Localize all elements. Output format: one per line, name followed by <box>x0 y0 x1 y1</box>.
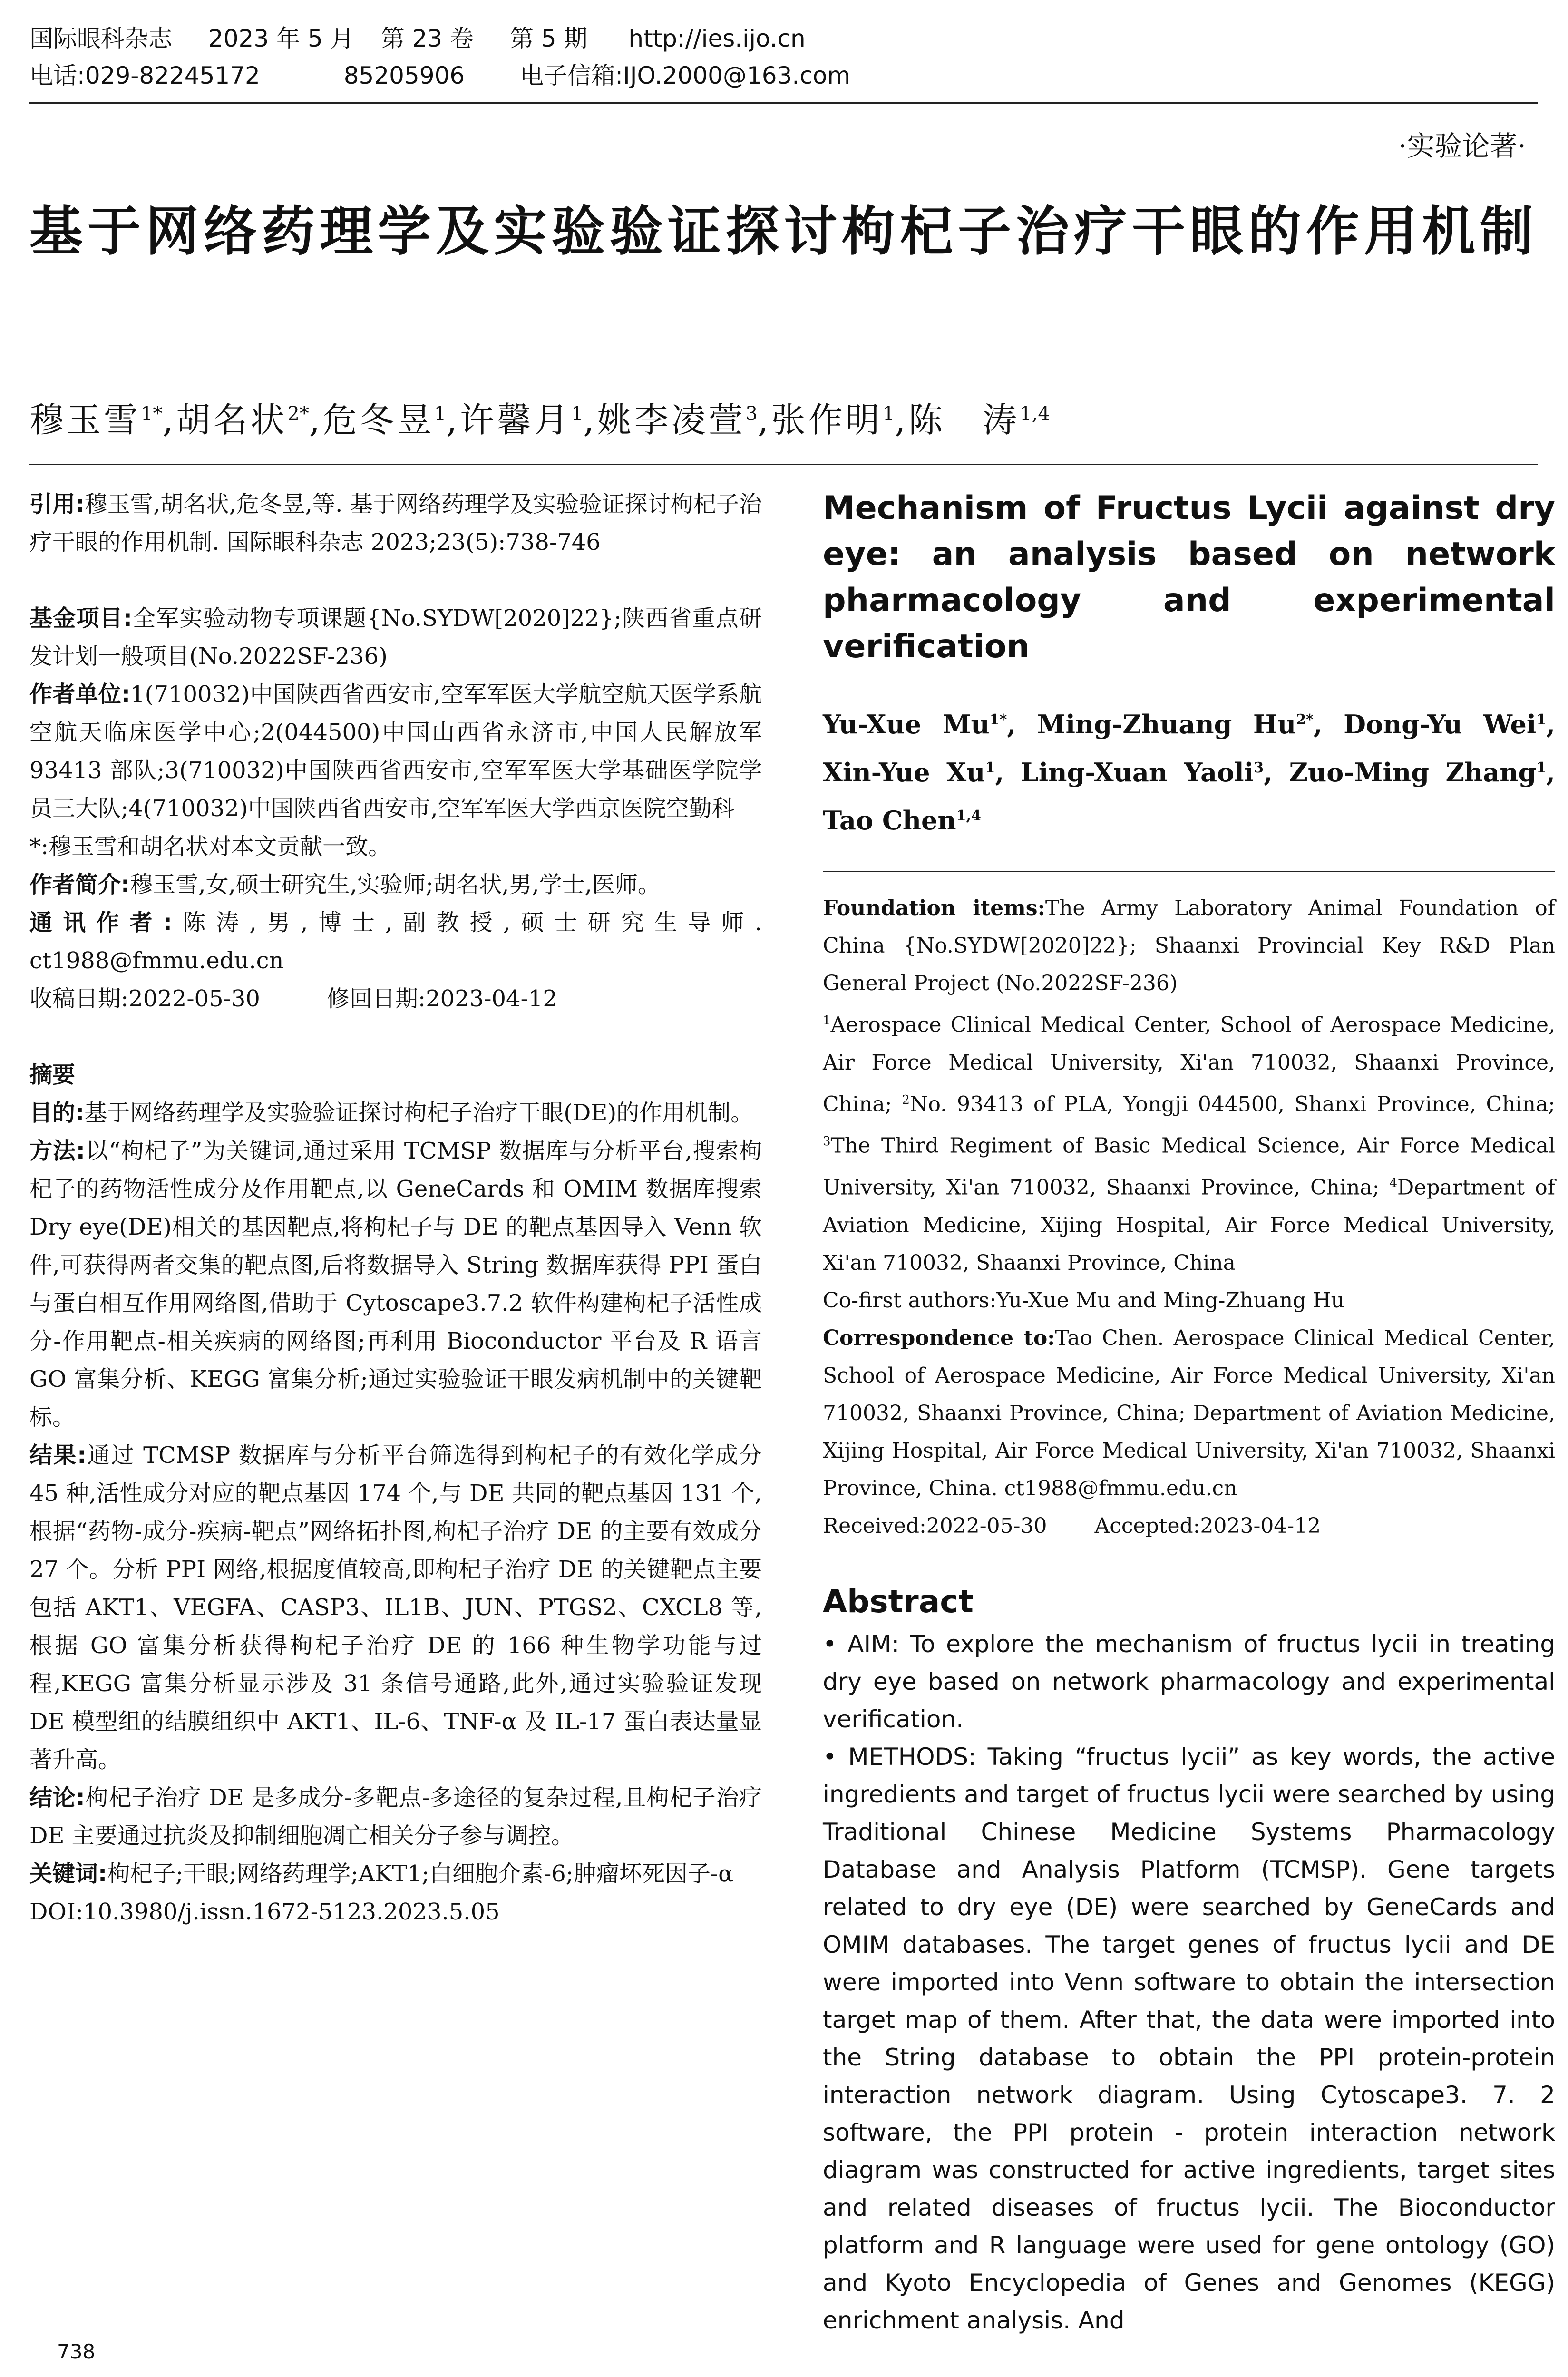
abstract-heading-zh: 摘要 <box>29 1062 76 1088</box>
journal-name: 国际眼科杂志 <box>29 25 172 52</box>
keywords-zh <box>29 1855 762 1893</box>
section-tag: ·实验论著· <box>1398 130 1526 162</box>
author-list-zh: 穆玉雪$^{1*}$,胡名状$^{2*}$,危冬昱$^1$,许馨月$^1$,姚李凌萱$^3$,张作明$^1$,陈 涛$^{1,4}$ <box>29 400 1050 440</box>
corresponding-label: 通讯作者: <box>29 909 172 936</box>
affiliations-label: 作者单位: <box>29 681 131 708</box>
affiliation-4: Department of Aviation Medicine, Xijing Hospital, Air Force Medical University, Xi'an 710032, Shaanxi Province, China <box>823 1175 1555 1275</box>
affiliations-en: $^1$Aerospace Clinical Medical Center, School of Aerospace Medicine, Air Force Medical University, Xi'an 710032, Shaanxi Province, China; $^2$No. 93413 of PLA, Yongji 044500, Shanxi Province, China; $^3$The Third Regiment of Basic Medical Science, Air Force Medical University, Xi'an 710032, Shaanxi Province, China; $^4$Department of Aviation Medicine, Xijing Hospital, Air Force Medical University, Xi'an 710032, Shaanxi Province, China <box>823 1013 1555 1275</box>
author-en-affil-mark: 2* <box>1296 711 1314 728</box>
correspondence-en <box>823 1319 1555 1507</box>
email[interactable]: 电子信箱:IJO.2000@163.com <box>520 62 851 89</box>
author-zh-affil-mark: 3 <box>745 403 758 425</box>
corresponding-text: 陈涛,男,博士,副教授,硕士研究生导师. ct1988@fmmu.edu.cn <box>29 909 762 974</box>
english-divider <box>823 871 1555 872</box>
author-en-affil-mark: 1* <box>989 711 1007 728</box>
dates-zh <box>29 980 762 1018</box>
phone: 电话:029-82245172 <box>29 62 260 89</box>
author-zh-7: 陈 涛 <box>908 400 1020 440</box>
objective-label: 目的: <box>29 1100 85 1126</box>
foundation-items <box>823 889 1555 1002</box>
author-zh-2: 胡名状 <box>176 400 288 440</box>
abstract-aim: • AIM: To explore the mechanism of fructus lycii in treating dry eye based on network pharmacology and experimental verification. <box>823 1630 1555 1733</box>
equal-contribution-note: *:穆玉雪和胡名状对本文贡献一致。 <box>29 833 391 860</box>
author-zh-affil-mark: 1 <box>571 403 584 425</box>
correspondence-label: Correspondence to: <box>823 1325 1055 1350</box>
author-en-7: Tao Chen <box>823 805 956 836</box>
title-divider <box>29 464 1538 465</box>
author-zh-affil-mark: 1 <box>882 403 895 425</box>
keywords-label: 关键词: <box>29 1861 107 1887</box>
objective-text: 基于网络药理学及实验验证探讨枸杞子治疗干眼(DE)的作用机制。 <box>84 1100 754 1126</box>
author-en-5: Ling-Xuan Yaoli <box>1020 757 1254 788</box>
objective <box>29 1094 762 1132</box>
corresponding-author <box>29 904 762 980</box>
author-zh-1: 穆玉雪 <box>29 400 141 440</box>
co-first-authors: Co-first authors:Yu-Xue Mu and Ming-Zhuang Hu <box>823 1288 1344 1313</box>
funding-text: 全军实验动物专项课题{No.SYDW[2020]22};陕西省重点研发计划一般项目(No.2022SF-236) <box>29 605 762 670</box>
article-title-en: Mechanism of Fructus Lycii against dry eye: an analysis based on network pharmacology and experimental verification <box>823 489 1555 665</box>
affiliations-text: 1(710032)中国陕西省西安市,空军军医大学航空航天医学系航空航天临床医学中心;2(044500)中国山西省永济市,中国人民解放军 93413 部队;3(710032)中国陕西省西安市,空军军医大学基础医学院学员三大队;4(710032)中国陕西省西安市,空军军医大学西京医院空勤科 <box>29 681 762 822</box>
foundation-text: The Army Laboratory Animal Foundation of China {No.SYDW[2020]22}; Shaanxi Provincial Key R&D Plan General Project (No.2022SF-236) <box>823 896 1555 995</box>
author-bio-label: 作者简介: <box>29 871 130 898</box>
journal-header-line-1 <box>29 24 806 53</box>
left-column <box>29 485 762 1931</box>
citation-text: 穆玉雪,胡名状,危冬昱,等. 基于网络药理学及实验验证探讨枸杞子治疗干眼的作用机制. 国际眼科杂志 2023;23(5):738-746 <box>29 491 762 555</box>
page-number: 738 <box>57 2340 96 2363</box>
volume: 第 23 卷 <box>380 25 474 52</box>
results-text: 通过 TCMSP 数据库与分析平台筛选得到枸杞子的有效化学成分 45 种,活性成分对应的靶点基因 174 个,与 DE 共同的靶点基因 131 个,根据“药物-成分-疾病-靶点”网络拓扑图,枸杞子治疗 DE 的主要有效成分 27 个。分析 PPI 网络,根据度值较高,即枸杞子治疗 DE 的关键靶点主要包括 AKT1、VEGFA、CASP3、IL1B、JUN、PTGS2、CXCL8 等,根据 GO 富集分析获得枸杞子治疗 DE 的 166 种生物学功能与过程,KEGG 富集分析显示涉及 31 条信号通路,此外,通过实验验证发现 DE 模型组的结膜组织中 AKT1、IL-6、TNF-α 及 IL-17 蛋白表达量显著升高。 <box>29 1442 762 1773</box>
correspondence-text: Tao Chen. Aerospace Clinical Medical Center, School of Aerospace Medicine, Air Force Medical University, Xi'an 710032, Shaanxi Province, China; Department of Aviation Medicine, Xijing Hospital, Air Force Medical University, Xi'an 710032, Shaanxi Province, China. ct1988@fmmu.edu.cn <box>823 1325 1555 1500</box>
author-zh-5: 姚李凌萱 <box>597 400 746 440</box>
article-title-zh: 基于网络药理学及实验验证探讨枸杞子治疗干眼的作用机制 <box>29 201 1538 263</box>
methods-zh <box>29 1132 762 1436</box>
author-zh-affil-mark: 2* <box>287 403 309 425</box>
header-divider <box>29 102 1538 104</box>
results-label: 结果: <box>29 1442 87 1469</box>
results-zh <box>29 1436 762 1779</box>
abstract-heading-en: Abstract <box>823 1583 974 1620</box>
issue-date: 2023 年 5 月 <box>208 25 354 52</box>
revised-date: 修回日期:2023-04-12 <box>326 985 557 1012</box>
author-bio <box>29 866 762 904</box>
accepted-en: Accepted:2023-04-12 <box>1094 1513 1321 1538</box>
journal-url[interactable]: http://ies.ijo.cn <box>628 25 806 52</box>
methods-text: 以“枸杞子”为关键词,通过采用 TCMSP 数据库与分析平台,搜索枸杞子的药物活性成分及作用靶点,以 GeneCards 和 OMIM 数据库搜索 Dry eye(DE)相关的基因靶点,将枸杞子与 DE 的靶点基因导入 Venn 软件,可获得两者交集的靶点图,后将数据导入 String 数据库获得 PPI 蛋白与蛋白相互作用网络图,借助于 Cytoscape3.7.2 软件构建枸杞子活性成分-作用靶点-相关疾病的网络图;再利用 Bioconductor 平台及 R 语言 GO 富集分析、KEGG 富集分析;通过实验验证干眼发病机制中的关键靶标。 <box>29 1138 762 1431</box>
methods-label: 方法: <box>29 1138 85 1164</box>
author-en-affil-mark: 1,4 <box>956 808 981 824</box>
author-list-en: Yu-Xue $Mu^{1*}$, Ming-Zhuang $Hu^{2*}$, Dong-Yu Wei$^1$, Xin-Yue Xu$^1$, Ling-Xuan Yaoli$^3$, Zuo-Ming Zhang$^1$, Tao Chen$^{1,4}$ <box>823 709 1556 836</box>
author-zh-6: 张作明 <box>771 400 883 440</box>
right-column <box>823 485 1555 2339</box>
author-en-affil-mark: 3 <box>1254 760 1264 776</box>
conclusion-label: 结论: <box>29 1784 85 1811</box>
author-en-affil-mark: 1 <box>1536 711 1547 728</box>
author-en-affil-mark: 1 <box>1536 760 1547 776</box>
conclusion-zh <box>29 1779 762 1855</box>
affiliation-1: Aerospace Clinical Medical Center, School of Aerospace Medicine, Air Force Medical University, Xi'an 710032, Shaanxi Province, China; <box>823 1013 1555 1117</box>
received-en: Received:2022-05-30 <box>823 1513 1047 1538</box>
author-en-4: Xin-Yue Xu <box>823 757 985 788</box>
phone-2: 85205906 <box>343 62 465 89</box>
citation-label: 引用: <box>29 491 85 517</box>
abstract-methods: • METHODS: Taking “fructus lycii” as key words, the active ingredients and target of fructus lycii were searched by using Traditional Chinese Medicine Systems Pharmacology Database and Analysis Platform (TCMSP). Gene targets related to dry eye (DE) were searched by GeneCards and OMIM databases. The target genes of fructus lycii and DE were imported into Venn software to obtain the intersection target map of them. After that, the data were imported into the String database to obtain the PPI protein-protein interaction network diagram. Using Cytoscape3. 7. 2 software, the PPI protein - protein interaction network diagram was constructed for active ingredients, target sites and related diseases of fructus lycii. The Bioconductor platform and R language were used for gene ontology (GO) and Kyoto Encyclopedia of Genes and Genomes (KEGG) enrichment analysis. And <box>823 1743 1555 2334</box>
dates-en <box>823 1507 1555 1545</box>
author-zh-4: 许馨月 <box>460 400 572 440</box>
doi[interactable]: DOI:10.3980/j.issn.1672-5123.2023.5.05 <box>29 1899 500 1925</box>
author-en-6: Zuo-Ming Zhang <box>1289 757 1537 788</box>
journal-header-line-2 <box>29 61 850 90</box>
conclusion-text: 枸杞子治疗 DE 是多成分-多靶点-多途径的复杂过程,且枸杞子治疗 DE 主要通过抗炎及抑制细胞凋亡相关分子参与调控。 <box>29 1784 762 1849</box>
author-bio-text: 穆玉雪,女,硕士研究生,实验师;胡名状,男,学士,医师。 <box>130 871 661 898</box>
author-en-3: Dong-Yu Wei <box>1344 709 1537 740</box>
foundation-label: Foundation items: <box>823 896 1045 920</box>
issue: 第 5 期 <box>509 25 588 52</box>
funding <box>29 599 762 675</box>
affiliations-zh <box>29 675 762 828</box>
author-zh-affil-mark: 1* <box>141 403 163 425</box>
author-zh-3: 危冬昱 <box>322 400 434 440</box>
author-en-1: Yu-Xue Mu <box>823 709 990 740</box>
author-en-affil-mark: 1 <box>985 760 995 776</box>
author-zh-affil-mark: 1,4 <box>1020 403 1050 425</box>
keywords-text: 枸杞子;干眼;网络药理学;AKT1;白细胞介素-6;肿瘤坏死因子-α <box>107 1861 734 1887</box>
affiliation-3: The Third Regiment of Basic Medical Science, Air Force Medical University, Xi'an 710032, Shaanxi Province, China; <box>823 1133 1555 1200</box>
author-en-2: Ming-Zhuang Hu <box>1037 709 1296 740</box>
author-zh-affil-mark: 1 <box>434 403 447 425</box>
citation <box>29 485 762 561</box>
affiliation-2: No. 93413 of PLA, Yongji 044500, Shanxi Province, China; <box>909 1092 1555 1117</box>
funding-label: 基金项目: <box>29 605 132 632</box>
received-date: 收稿日期:2022-05-30 <box>29 985 260 1012</box>
